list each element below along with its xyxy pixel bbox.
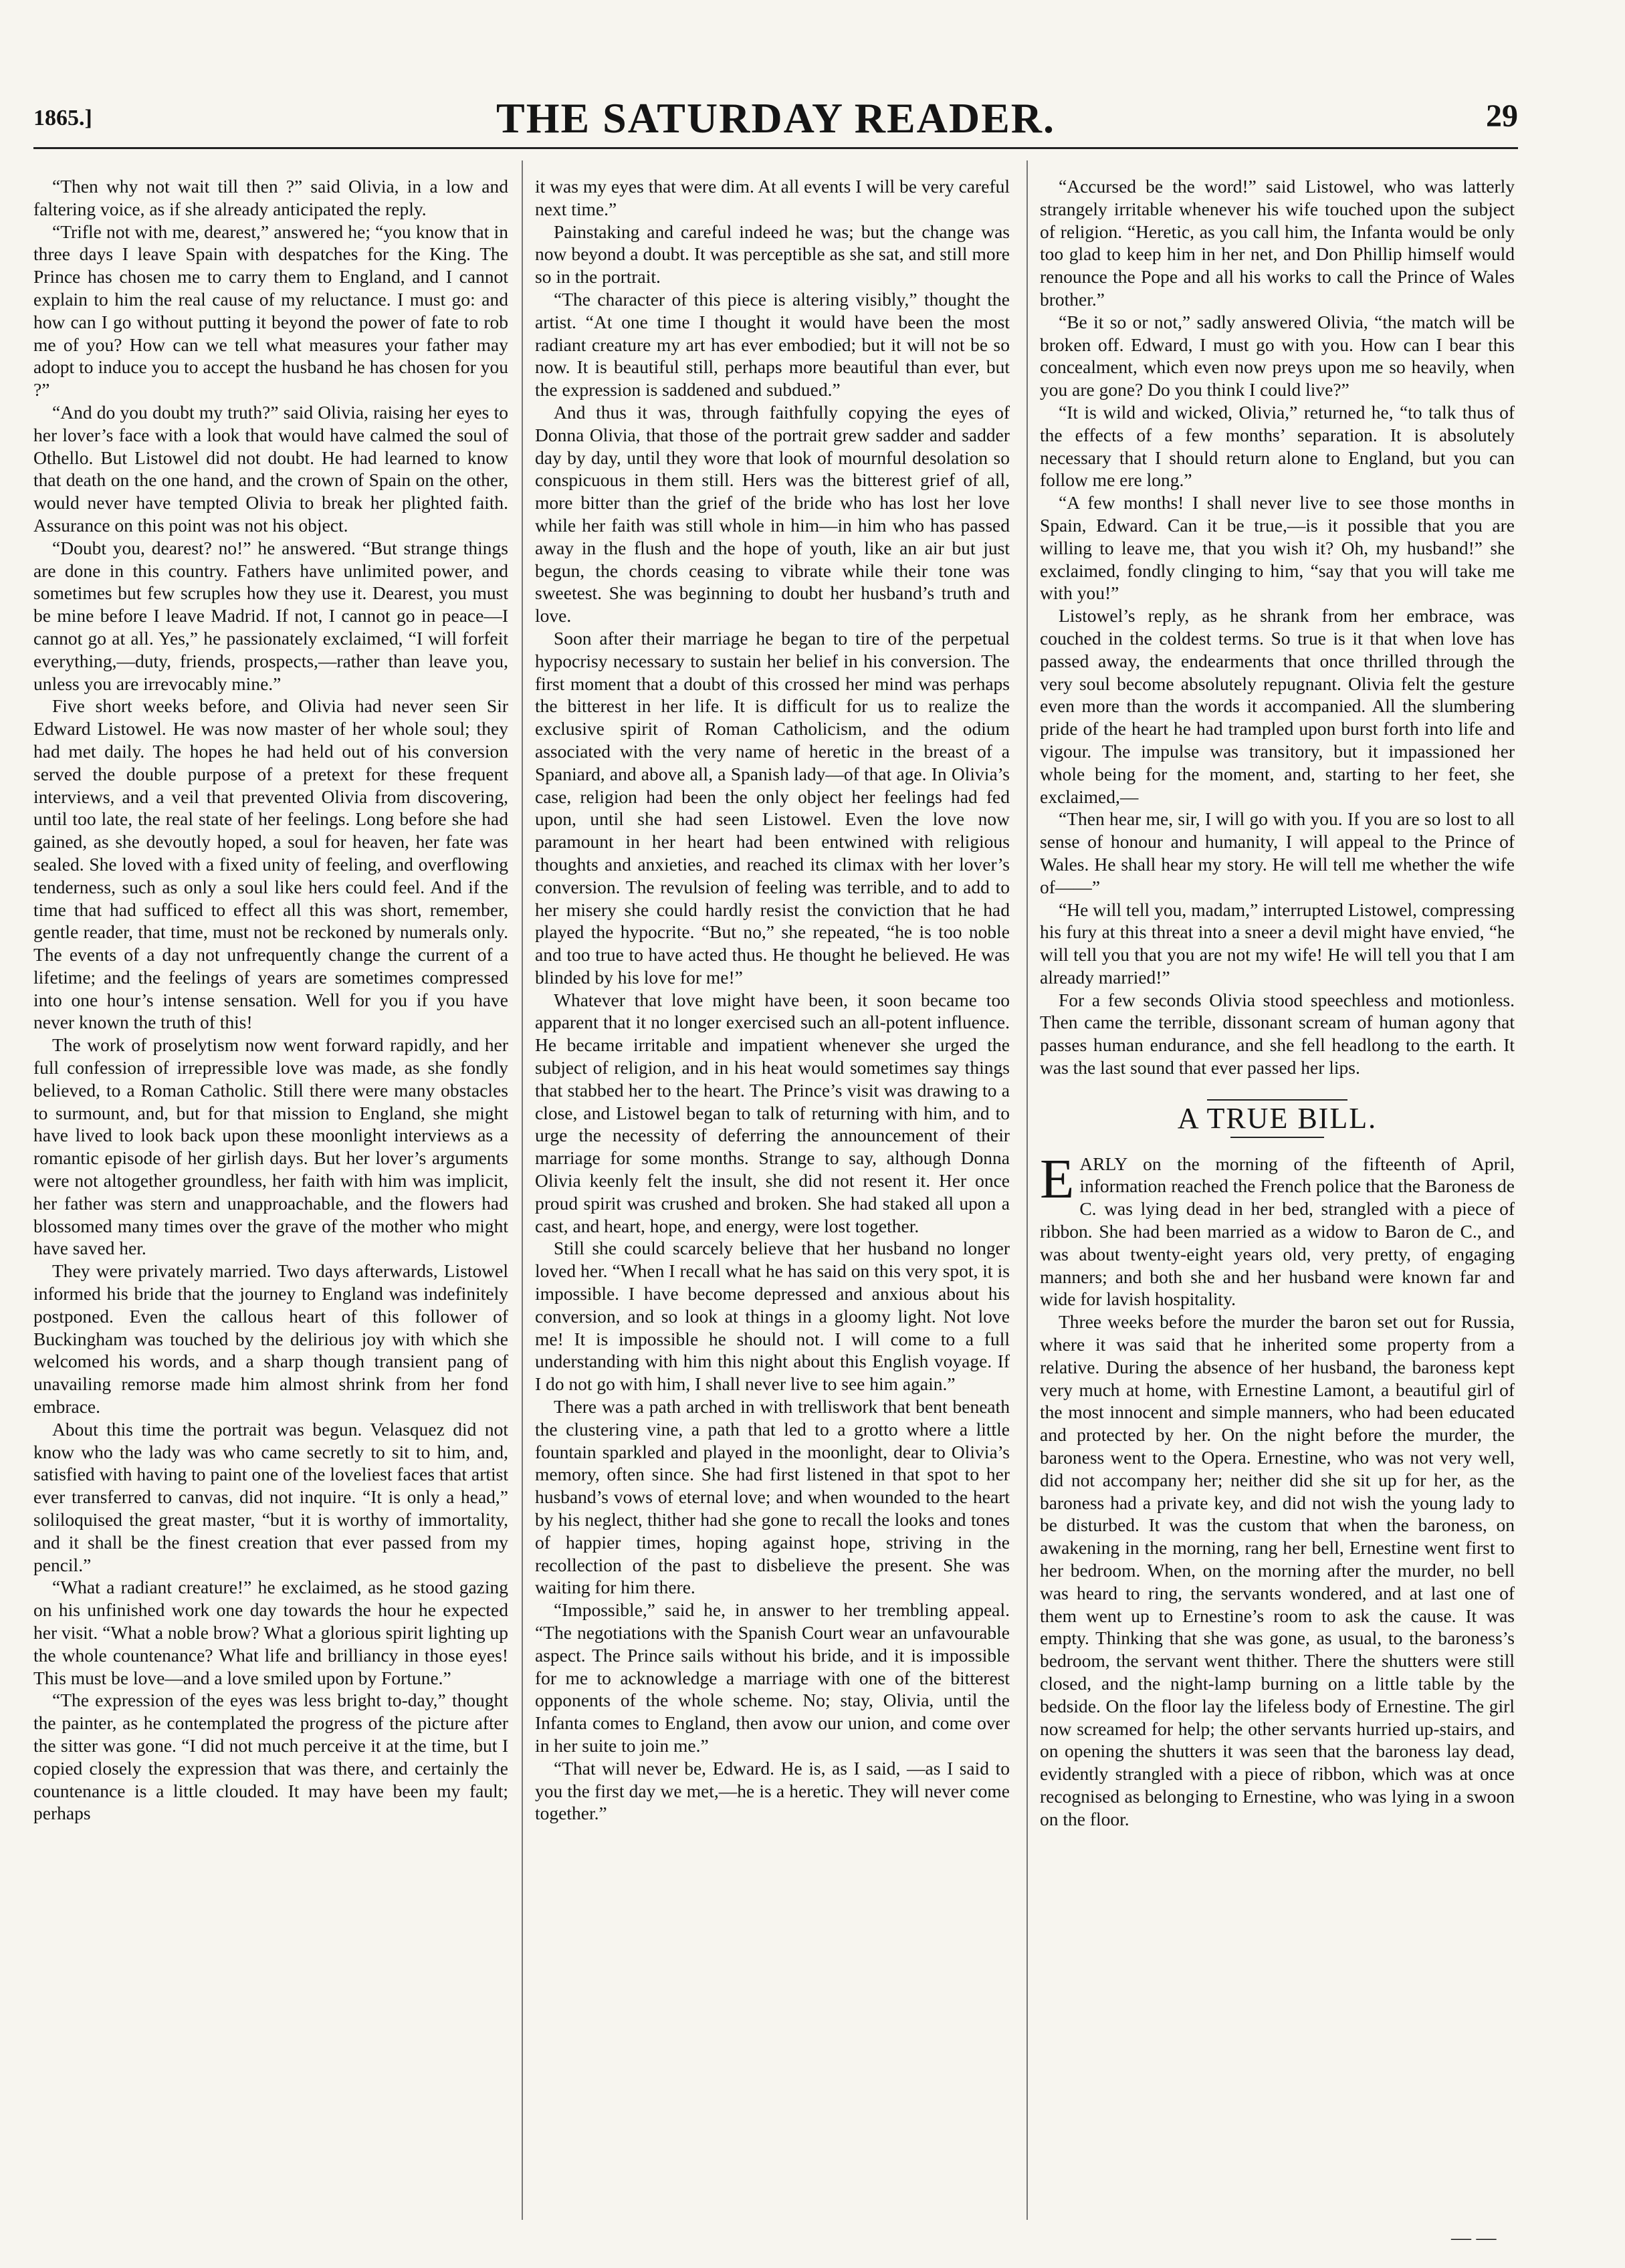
column-divider	[1026, 160, 1028, 2220]
paragraph: There was a path arched in with trelliswork that bent beneath the clustering vine, a path that led to a grotto where a little fountain sparkled and played in the moonlight, dear to Olivia’s memory, often since. She had first listened in that spot to her husband’s vows of eternal love; and when wounded to the heart by his neglect, thither had she gone to recall the looks and tones of happier times, hoping against hope, striving in the recollection of the past to disbelieve the present. She was waiting for him there.	[535, 1396, 1010, 1598]
paragraph: “The expression of the eyes was less bright to-day,” thought the painter, as he contemplated the progress of the picture after the sitter was gone. “I did not much perceive it at the time, but I copied closely the expression that was there, and certainly the countenance is a little clouded. It may have been my fault; perhaps	[33, 1690, 508, 1824]
drop-cap: E	[1040, 1147, 1075, 1210]
paragraph: “Then why not wait till then ?” said Olivia, in a low and faltering voice, as if she already anticipated the reply.	[33, 176, 508, 219]
paragraph: “Impossible,” said he, in answer to her trembling appeal. “The negotiations with the Spanish Court wear an unfavourable aspect. The Prince sails without his bride, and it is impossible for me to acknowledge a marriage with one of the bitterest opponents of the whole scheme. No; stay, Olivia, until the Infanta comes to England, then avow our union, and come over in her suite to join me.”	[535, 1599, 1010, 1756]
page-header	[33, 94, 1518, 140]
paragraph: Painstaking and careful indeed he was; but the change was now beyond a doubt. It was perceptible as she sat, and still more so in the portrait.	[535, 221, 1010, 288]
article-title: A TRUE BILL.	[1177, 1101, 1378, 1135]
printer-mark: — —	[1451, 2227, 1497, 2249]
paragraph: “A few months! I shall never live to see those months in Spain, Edward. Can it be true,—is it possible that you are willing to leave me, that you wish it? Oh, my husband!” she exclaimed, fondly clinging to him, “say that you will take me with you!”	[1040, 492, 1515, 604]
paragraph: The work of proselytism now went forward rapidly, and her full confession of irrepressible love was made, as she fondly believed, to a Roman Catholic. Still there were many obstacles to surmount, and, but for that mission to England, she might have lived to look back upon these moonlight interviews as a romantic episode of her girlish days. But her lover’s arguments were not altogether groundless, her faith with him was implicit, her father was stern and unapproachable, and the flowers had blossomed many times over the grave of the mother who might have saved her.	[33, 1034, 508, 1259]
paragraph: Soon after their marriage he began to tire of the perpetual hypocrisy necessary to sustain her belief in his conversion. The first moment that a doubt of this crossed her mind was perhaps the bitterest in her life. It is difficult for us to realize the exclusive spirit of Roman Catholicism, and the odium associated with the very name of heretic in the breast of a Spaniard, and above all, a Spanish lady—of that age. In Olivia’s case, religion had been the only object her feelings had fed upon, until she had seen Listowel. Even the love now paramount in her heart had been entwined with religious thoughts and anxieties, and reached its climax with her lover’s conversion. The revulsion of feeling was terrible, and to add to her misery she could hardly resist the conviction that he had played the hypocrite. “But no,” she repeated, “he is too noble and too true to have acted thus. He thought he believed. He was blinded by his love for me!”	[535, 627, 1010, 988]
column-divider	[522, 160, 523, 2220]
section-rule	[1230, 1137, 1324, 1138]
paragraph: “Then hear me, sir, I will go with you. If you are so lost to all sense of honour and humanity, I will appeal to the Prince of Wales. He shall hear my story. He will tell me whether the wife of——”	[1040, 808, 1515, 897]
paragraph: Five short weeks before, and Olivia had never seen Sir Edward Listowel. He was now master of her whole soul; they had met daily. The hopes he had held out of his conversion served the double purpose of a pretext for these frequent interviews, and a veil that prevented Olivia from discovering, until too late, the real state of her feelings. Long before she had gained, as she devoutly hoped, a soul for heaven, her fate was sealed. She loved with a fixed unity of feeling, and overflowing tenderness, such as only a soul like hers could feel. And if the time that had sufficed to effect all this was short, remember, gentle reader, that time, must not be reckoned by numerals only. The events of a day not unfrequently change the current of a lifetime; and the feelings of years are sometimes compressed into one hour’s intense sensation. Well for you if you have never known the truth of this!	[33, 695, 508, 1033]
paragraph: “Be it so or not,” sadly answered Olivia, “the match will be broken off. Edward, I must go with you. How can I bear this concealment, which even now preys upon me so heavily, when you are gone? Do you think I could live?”	[1040, 311, 1515, 401]
section-rule	[1207, 1099, 1347, 1101]
paragraph: Still she could scarcely believe that her husband no longer loved her. “When I recall what he has said on this very spot, it is impossible. I have become depressed and anxious about his conversion, and so look at things in a gloomy light. Not love me! It is impossible he should not. I will come to a full understanding with him this night about this English voyage. If I do not go with him, I shall never live to see him again.”	[535, 1238, 1010, 1395]
paragraph: Listowel’s reply, as he shrank from her embrace, was couched in the coldest terms. So true is it that when love has passed away, the endearments that once thrilled through the very soul become absolutely repugnant. Olivia felt the gesture even more than the words it accompanied. All the slumbering pride of the heart he had trampled upon burst forth into life and vigour. The impulse was transitory, but it impassioned her whole being for the moment, and, starting to her feet, she exclaimed,—	[1040, 605, 1515, 807]
paragraph: “The character of this piece is altering visibly,” thought the artist. “At one time I thought it would have been the most radiant creature my art has ever embodied; but it will not be so now. It is beautiful still, perhaps more beautiful than ever, but the expression is saddened and subdued.”	[535, 288, 1010, 401]
paragraph: “It is wild and wicked, Olivia,” returned he, “to talk thus of the effects of a few months’ separation. It is absolutely necessary that I should return alone to England, but you can follow me ere long.”	[1040, 401, 1515, 491]
article-lead-paragraph	[1040, 1147, 1515, 1311]
column-3	[1040, 175, 1515, 1831]
paragraph: About this time the portrait was begun. Velasquez did not know who the lady was who came secretly to sit to him, and, satisfied with having to paint one of the loveliest faces that artist ever transferred to canvas, did not inquire. “It is only a head,” soliloquised the great master, “but it is worthy of immortality, and it shall be the finest creation that ever passed from my pencil.”	[33, 1418, 508, 1575]
paragraph: “Doubt you, dearest? no!” he answered. “But strange things are done in this country. Fathers have unlimited power, and sometimes but few scruples how they use it. Dearest, you must be mine before I leave Madrid. If not, I cannot go in peace—I cannot go at all. Yes,” he passionately exclaimed, “I will forfeit everything,—duty, friends, prospects,—rather than leave you, unless you are irrevocably mine.”	[33, 537, 508, 694]
paragraph: Three weeks before the murder the baron set out for Russia, where it was said that he inherited some property from a relative. During the absence of her husband, the baroness kept very much at home, with Ernestine Lamont, a beautiful girl of the most innocent and simple manners, who had been educated and protected by her. On the night before the murder, the baroness went to the Opera. Ernestine, who was not very well, did not accompany her; neither did she sit up for her, as the baroness had a private key, and did not wish the young lady to be disturbed. It was the custom that when the baroness, on awakening in the morning, rang her bell, Ernestine went first to her bedroom. When, on the morning after the murder, no bell was heard to ring, the servants wondered, and at last one of them went up to Ernestine’s room to ask the cause. It was empty. Thinking that she was gone, as usual, to the baroness’s bedroom, the servant went thither. There the shutters were still closed, and the night-lamp burning on a little table by the bedside. On the floor lay the lifeless body of Ernestine. The girl now screamed for help; the other servants hurried up-stairs, and on opening the shutters it was seen that the baroness lay dead, evidently strangled with a piece of ribbon, which was at once recognised as belonging to Ernestine, who was lying in a swoon on the floor.	[1040, 1311, 1515, 1829]
masthead-title: THE SATURDAY READER.	[496, 94, 1055, 142]
issue-date: 1865.]	[33, 106, 92, 130]
paragraph: “That will never be, Edward. He is, as I said, —as I said to you the first day we met,—he is a heretic. They will never come together.”	[535, 1757, 1010, 1824]
lead-text: ARLY on the morning of the fifteenth of April, information reached the French police that the Baroness de C. was lying dead in her bed, strangled with a piece of ribbon. She had been married as a widow to Baron de C., and was about twenty-eight years old, very pretty, of engaging manners; and both she and her husband were known far and wide for lavish hospitality.	[1040, 1153, 1515, 1310]
paragraph: “He will tell you, madam,” interrupted Listowel, compressing his fury at this threat into a sneer a devil might have envied, “he will tell you that you are not my wife! He will tell you that I am already married!”	[1040, 899, 1515, 988]
paragraph: Whatever that love might have been, it soon became too apparent that it no longer exercised such an all-potent influence. He became irritable and impatient whenever she urged the subject of religion, and in his heat would sometimes say things that stabbed her to the heart. The Prince’s visit was drawing to a close, and Listowel began to talk of returning with him, and to urge the necessity of deferring the announcement of their marriage for some months. Strange to say, although Donna Olivia keenly felt the insult, she did not resent it. Her once proud spirit was crushed and broken. She had staked all upon a cast, and heart, hope, and energy, were lost together.	[535, 989, 1010, 1236]
paragraph: “And do you doubt my truth?” said Olivia, raising her eyes to her lover’s face with a look that would have calmed the soul of Othello. But Listowel did not doubt. He had learned to know that death on the one hand, and the crown of Spain on the other, would never have tempted Olivia to break her plighted faith. Assurance on this point was not his object.	[33, 401, 508, 536]
paragraph: For a few seconds Olivia stood speechless and motionless. Then came the terrible, dissonant scream of human agony that passes human endurance, and she fell headlong to the earth. It was the last sound that ever passed her lips.	[1040, 989, 1515, 1079]
page-number: 29	[1486, 98, 1518, 134]
paragraph: “Accursed be the word!” said Listowel, who was latterly strangely irritable whenever his wife touched upon the subject of religion. “Heretic, as you call him, the Infanta would be only too glad to keep him in her net, and Don Phillip himself would renounce the Pope and all his works to call the Prince of Wales brother.”	[1040, 176, 1515, 310]
paragraph: “Trifle not with me, dearest,” answered he; “you know that in three days I leave Spain with despatches for the King. The Prince has chosen me to carry them to England, and I cannot explain to him the real cause of my reluctance. I must go: and how can I go without putting it beyond the power of fate to rob me of you? How can we tell what measures your father may adopt to induce you to accept the husband he has chosen for you ?”	[33, 221, 508, 401]
paragraph: And thus it was, through faithfully copying the eyes of Donna Olivia, that those of the portrait grew sadder and sadder day by day, until they wore that look of mournful desolation so conspicuous in them still. Hers was the bitterest grief of all, more bitter than the grief of the bride who has lost her love while her faith was still whole in him—in him who has passed away in the flush and the hope of youth, like an air but just begun, the chords ceasing to vibrate while their tone was sweetest. She was beginning to doubt her husband’s truth and love.	[535, 401, 1010, 627]
header-rule	[33, 147, 1518, 149]
column-2	[535, 175, 1010, 1825]
paragraph: “What a radiant creature!” he exclaimed, as he stood gazing on his unfinished work one day towards the hour he expected her visit. “What a noble brow? What a glorious spirit lighting up the whole countenance? What life and brilliancy in those eyes! This must be love—and a love smiled upon by Fortune.”	[33, 1577, 508, 1688]
paragraph: it was my eyes that were dim. At all events I will be very careful next time.”	[535, 176, 1010, 219]
paragraph: They were privately married. Two days afterwards, Listowel informed his bride that the journey to England was indefinitely postponed. Even the callous heart of this follower of Buckingham was touched by the delirious joy with which she welcomed his words, and a sharp though transient pang of unavailing remorse made him almost shrink from her fond embrace.	[33, 1260, 508, 1418]
column-1	[33, 175, 508, 1825]
